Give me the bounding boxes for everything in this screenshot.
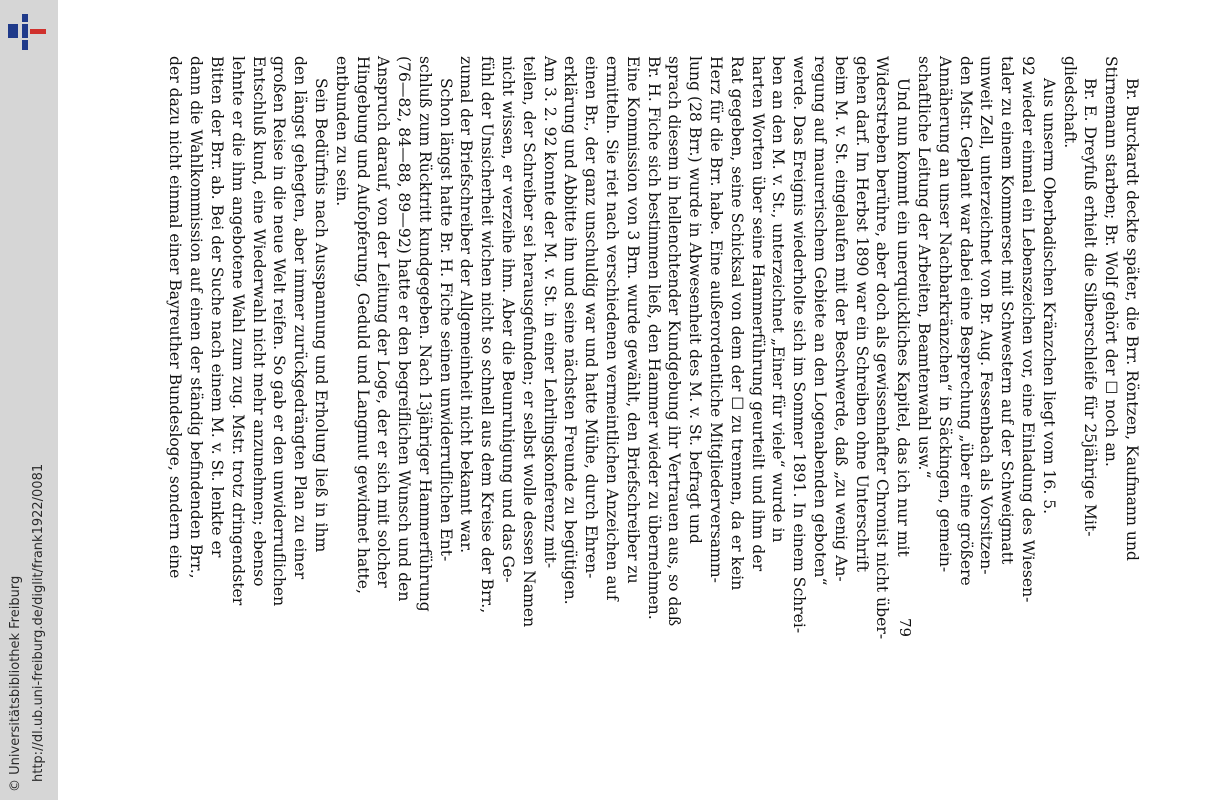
paragraph: Br. E. Dreyfuß erhielt die Silberschleife für 25jährige Mit- gliedschaft. — [1060, 56, 1100, 537]
permalink-url[interactable]: http://dl.ub.uni-freiburg.de/diglit/frank1922/0081 — [31, 463, 46, 782]
paragraph: Br. Burckardt deckte später, die Brr. Röntzen, Kaufmann und Stirnemann starben; Br. Wolf gehört der ☐ noch an. — [1102, 56, 1141, 562]
paragraph: Sein Bedürfnis nach Ausspannung und Erholung ließ in ihm den längst gehegten, aber immer zurückgedrängten Plan zu einer großen Reise in die neue Welt reifen. So gab er den unwiderruflichen Entschluß kund, eine Wiederwahl nicht mehr anzunehmen; ebenso lehnte er die ihm angebotene Wahl zum zug. Mstr. trotz dringendster Bitten der Brr. ab. Bei der Suche nach einem M. v. St. lenkte er dann die Wahlkommission auf einen der ständig befindenden Brr., der dazu nicht einmal einer Bayreuther Bundesloge, sondern eine — [166, 56, 330, 607]
scanned-page — [58, 0, 1232, 800]
sidebar — [0, 0, 58, 800]
copyright-notice: © Universitätsbibliothek Freiburg — [8, 575, 23, 792]
paragraph: Schon längst hatte Br. H. Fiche seinen unwiderruflichen Ent- schluß zum Rücktritt kundgegeben. Nach 13jähriger Hammerführung (76—82, 84—88, 89—92) hatte er den begreiflichen Wunsch und den Anspruch darauf, von der Leitung der Loge, der er sich mit solcher Hingebung und Aufopferung, Geduld und Langmut gewidmet hatte, entbunden zu sein. — [332, 56, 455, 612]
paragraph: Und nun kommt ein unerquickliches Kapitel, das ich nur mit Widerstreben berühre, aber doch als gewissenhafter Chronist nicht über- gehen darf. Im Herbst 1890 war ein Schreiben ohne Unterschrift beim M. v. St. eingelaufen mit der Beschwerde, daß „zu wenig An- regung auf maurerischem Gebiete an den Logenabenden geboten“ werde. Das Ereignis wiederholte sich im Sommer 1891. In einem Schrei- ben an den M. v. St., unterzeichnet „Einer für viele“ wurde in harten Worten über seine Hammerführung geurteilt und ihm der Rat gegeben, seine Schicksal von dem der ☐ zu trennen, da er kein Herz für die Brr. habe. Eine außerordentliche Mitgliederversamm- lung (28 Brr.) wurde in Abwesenheit des M. v. St. befragt und sprach diesem in hellenchtender Kundgebung ihr Vertrauen aus, so daß Br. H. Fiche sich bestimmen ließ, den Hammer wieder zu übernehmen. Eine Kommission von 3 Brn. wurde gewählt, den Briefschreiber zu ermitteln. Sie riet nach verschiedenen vermeintlichen Anzeichen auf einen Br., der ganz unschuldig war und hatte Mühe, durch Ehren- erklärung und Abbitte ihn und seine nächsten Freunde zu begütigen. Am 3. 2. 92 konnte der M. v. St. in einer Lehrlingskonferenz mit- teilen, der Schreiber sei herausgefunden; er selbst wolle dessen Namen nicht wissen, er verzeihe ihm. Aber die Beunruhigung und das Ge- fühl der Unsicherheit wichen nicht so schnell aus dem Kreise der Brr., zumal der Briefschreiber der Allgemeinheit nicht bekannt war. — [457, 56, 913, 640]
paragraph: Aus unserm Oberbadischen Kränzchen liegt vom 16. 5. 92 wieder einmal ein Lebenszeichen vor, eine Einladung des Wiesen- taler zu einem Kommerset mit Schwestern auf der Schweigmatt unweit Zell, unterzeichnet von Br. Aug. Fessenbach als Vorsitzen- den Mstr. Geplant war dabei eine Besprechung „über eine größere Annäherung an unser Nachbarkränzchen“ in Säckingen, gemein- schaftliche Leitung der Arbeiten, Beamtenwahl usw.“ — [915, 56, 1058, 603]
page-text-block — [112, 56, 1142, 656]
page-number: 79 — [896, 618, 914, 638]
